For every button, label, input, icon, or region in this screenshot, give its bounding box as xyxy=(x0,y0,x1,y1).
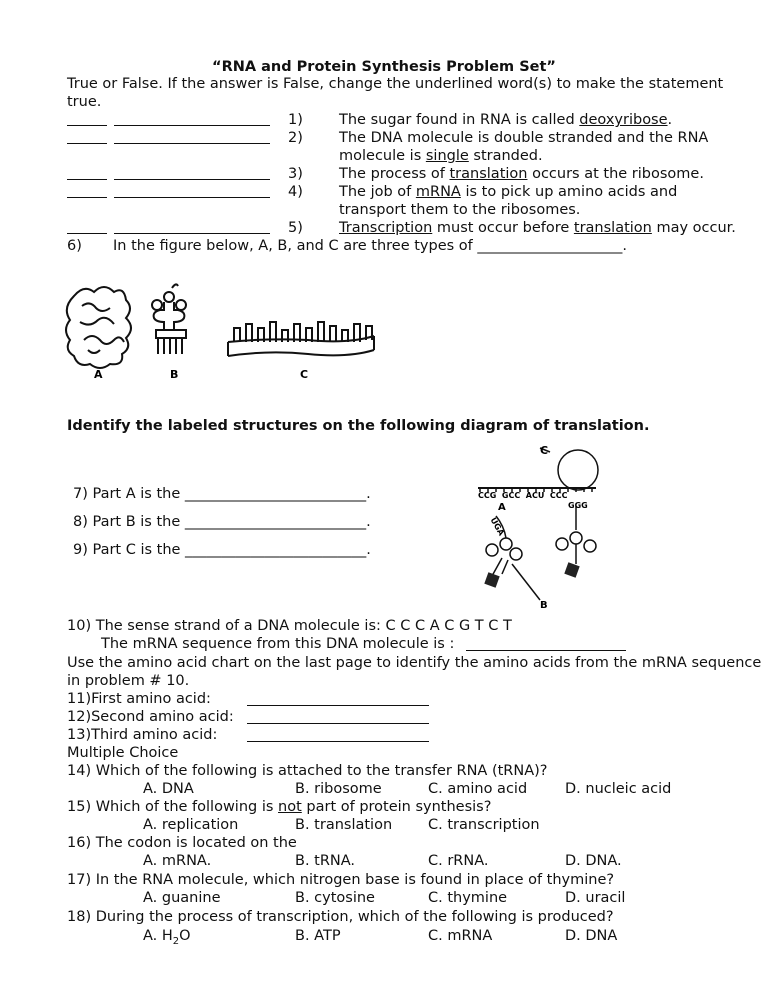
q7-text: 7) Part A is the _________________________. xyxy=(73,486,371,502)
q3-text: The process of translation occurs at the ribosome. xyxy=(339,166,704,182)
answer-blanks-4[interactable] xyxy=(67,183,270,202)
chart-instructions-cont: in problem # 10. xyxy=(67,673,190,689)
q16-option-a[interactable]: A. mRNA. xyxy=(143,853,212,869)
q2-text-cont: molecule is single stranded. xyxy=(339,148,543,164)
answer-blanks-5[interactable] xyxy=(67,219,270,238)
q17-text: 17) In the RNA molecule, which nitrogen base is found in place of thymine? xyxy=(67,872,615,888)
q18-option-b[interactable]: B. ATP xyxy=(295,928,341,944)
q8-text: 8) Part B is the _________________________. xyxy=(73,514,371,530)
q1-text: The sugar found in RNA is called deoxyribose. xyxy=(339,112,673,128)
figure-label-c: C xyxy=(300,368,309,381)
rna-types-figure xyxy=(60,278,390,383)
q14-option-d[interactable]: D. nucleic acid xyxy=(565,781,672,797)
q14-option-b[interactable]: B. ribosome xyxy=(295,781,382,797)
q2-number: 2) xyxy=(288,130,303,146)
q15-option-c[interactable]: C. transcription xyxy=(428,817,540,833)
q17-option-a[interactable]: A. guanine xyxy=(143,890,221,906)
translation-diagram xyxy=(450,440,620,615)
q6-text: In the figure below, A, B, and C are three types of ____________________. xyxy=(113,238,627,254)
page-title: “RNA and Protein Synthesis Problem Set” xyxy=(212,59,556,75)
q14-option-a[interactable]: A. DNA xyxy=(143,781,194,797)
mrna-codons: CCG GCC ACU CCC xyxy=(478,491,568,500)
mrna-drawing xyxy=(228,322,374,356)
q18-option-a[interactable]: A. $H_2O$ xyxy=(143,928,191,947)
label-a: A xyxy=(498,502,506,513)
q13-text: 13)Third amino acid: xyxy=(67,727,218,743)
q16-option-c[interactable]: C. rRNA. xyxy=(428,853,489,869)
q5-number: 5) xyxy=(288,220,303,236)
answer-blanks-1[interactable] xyxy=(67,111,270,130)
q10-answer-blank[interactable] xyxy=(466,636,626,651)
ribosome-rna-drawing xyxy=(66,287,131,368)
q13-answer-blank[interactable] xyxy=(247,727,429,742)
tf-instructions-cont: true. xyxy=(67,94,102,110)
q18-option-c[interactable]: C. mRNA xyxy=(428,928,493,944)
q16-text: 16) The codon is located on the xyxy=(67,835,297,851)
q12-text: 12)Second amino acid: xyxy=(67,709,234,725)
q9-text: 9) Part C is the _________________________. xyxy=(73,542,371,558)
q16-option-d[interactable]: D. DNA. xyxy=(565,853,622,869)
q2-text: The DNA molecule is double stranded and the RNA xyxy=(339,130,709,146)
anticodon-2: GGG xyxy=(568,501,588,510)
q12-answer-blank[interactable] xyxy=(247,709,429,724)
answer-blanks-2[interactable] xyxy=(67,129,270,148)
q17-option-d[interactable]: D. uracil xyxy=(565,890,626,906)
q6-number: 6) xyxy=(67,238,82,254)
figure-label-b: B xyxy=(170,368,179,381)
section-heading: Identify the labeled structures on the following diagram of translation. xyxy=(67,418,650,434)
q10-text: 10) The sense strand of a DNA molecule is: C C C A C G T C T xyxy=(67,618,512,634)
q15-option-a[interactable]: A. replication xyxy=(143,817,239,833)
q18-option-d[interactable]: D. DNA xyxy=(565,928,618,944)
q17-option-c[interactable]: C. thymine xyxy=(428,890,508,906)
tf-instructions: True or False. If the answer is False, change the underlined word(s) to make the statement xyxy=(67,76,724,92)
q5-text: Transcription must occur before translation may occur. xyxy=(339,220,736,236)
q4-number: 4) xyxy=(288,184,303,200)
trna-drawing xyxy=(152,284,186,354)
ribosome-subunit xyxy=(558,450,598,490)
q17-option-b[interactable]: B. cytosine xyxy=(295,890,375,906)
q3-number: 3) xyxy=(288,166,303,182)
q14-text: 14) Which of the following is attached to the transfer RNA (tRNA)? xyxy=(67,763,548,779)
figure-label-a: A xyxy=(94,368,103,381)
answer-blanks-3[interactable] xyxy=(67,165,270,184)
q11-text: 11)First amino acid: xyxy=(67,691,211,707)
q15-text: 15) Which of the following is not part of protein synthesis? xyxy=(67,799,492,815)
q4-text: The job of mRNA is to pick up amino acids and xyxy=(339,184,678,200)
multiple-choice-heading: Multiple Choice xyxy=(67,745,179,761)
q15-option-b[interactable]: B. translation xyxy=(295,817,393,833)
chart-instructions: Use the amino acid chart on the last page to identify the amino acids from the mRNA sequence xyxy=(67,655,762,671)
q1-number: 1) xyxy=(288,112,303,128)
q16-option-b[interactable]: B. tRNA. xyxy=(295,853,356,869)
q4-text-cont: transport them to the ribosomes. xyxy=(339,202,581,218)
label-c: C xyxy=(540,444,549,457)
q18-text: 18) During the process of transcription, which of the following is produced? xyxy=(67,909,614,925)
anticodon-1: UGA xyxy=(488,516,506,538)
q14-option-c[interactable]: C. amino acid xyxy=(428,781,528,797)
label-b: B xyxy=(540,600,548,611)
q10-text-cont: The mRNA sequence from this DNA molecule is : xyxy=(101,636,455,652)
q11-answer-blank[interactable] xyxy=(247,691,429,706)
